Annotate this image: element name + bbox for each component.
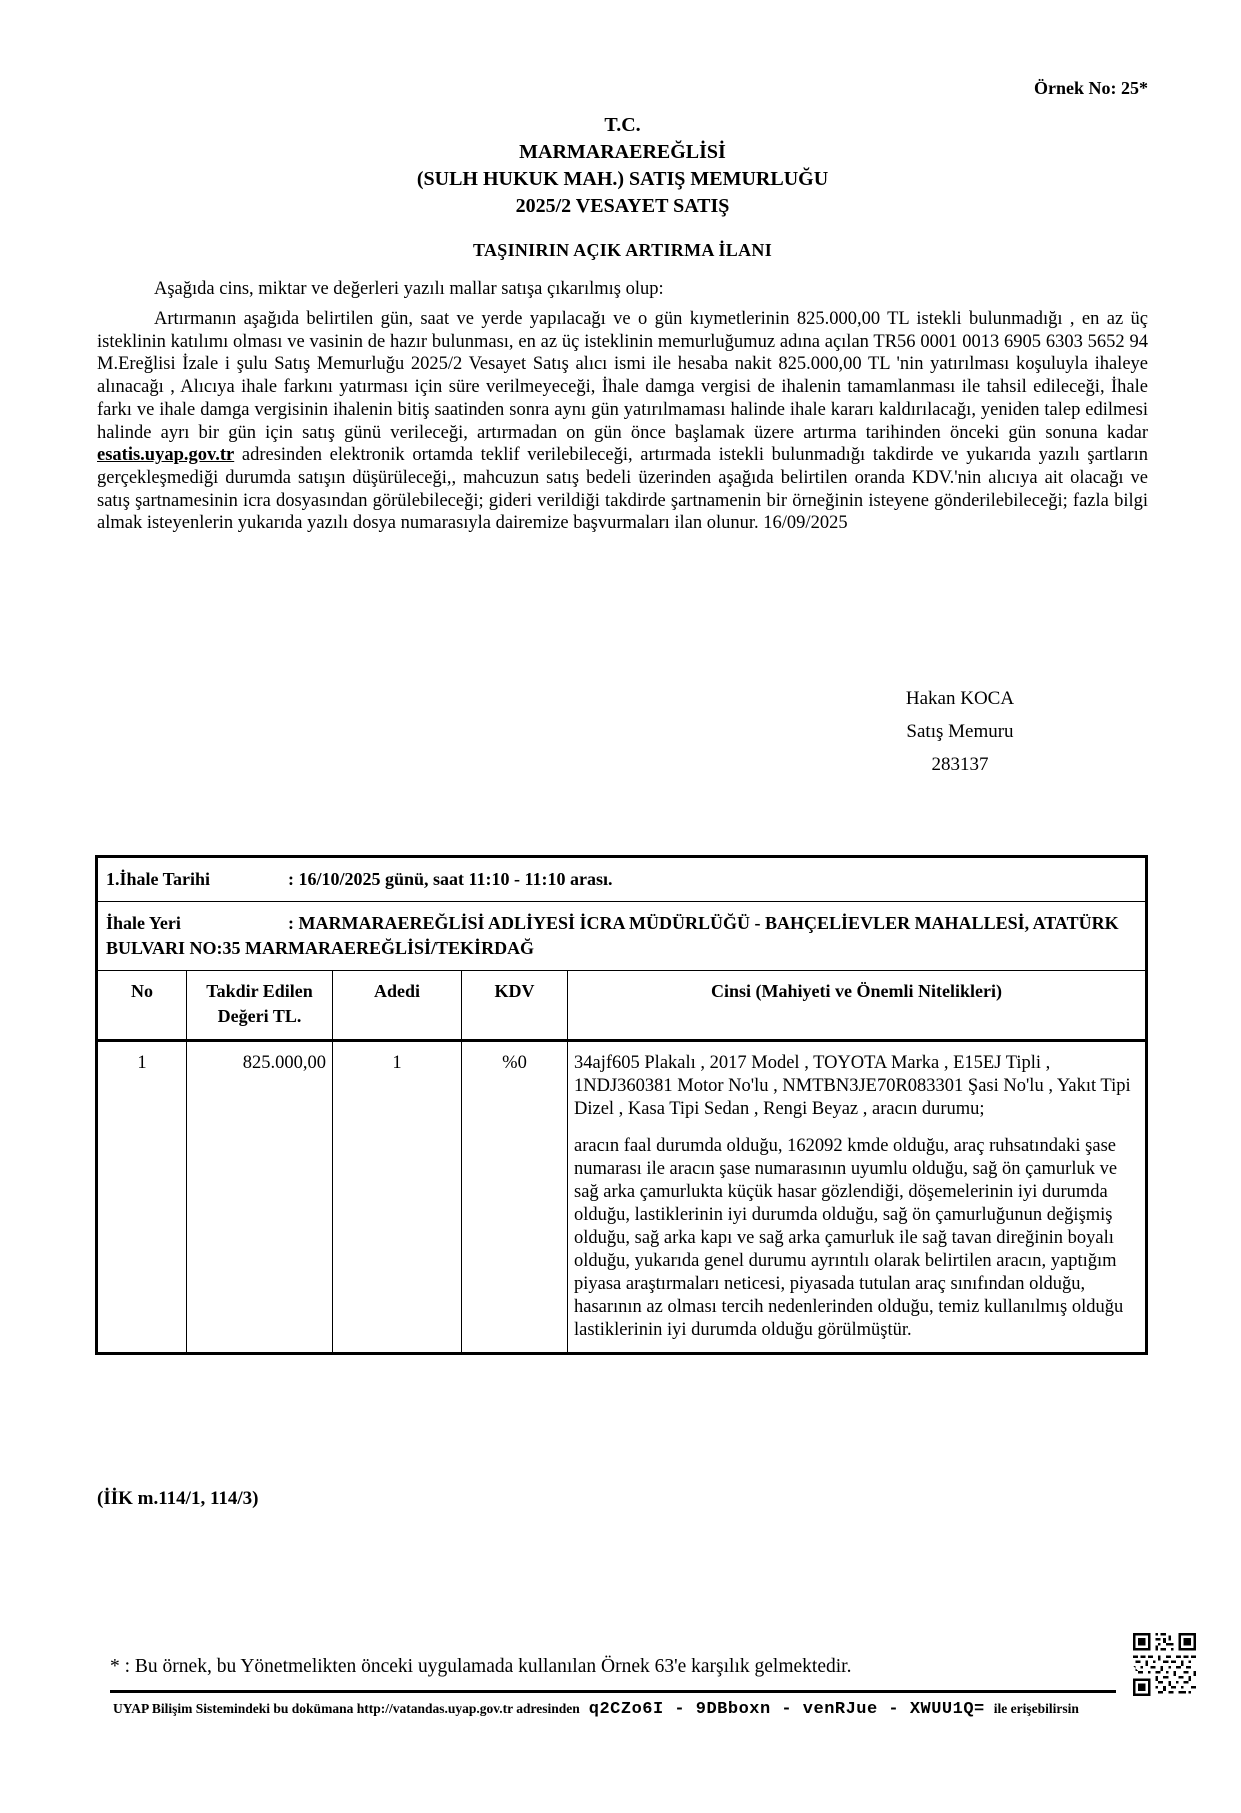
ornek-no-label: Örnek No: 25* [1034,78,1148,98]
signature-id: 283137 [931,754,989,775]
signature-block [840,682,1080,781]
signature-name: Hakan KOCA [905,688,1015,709]
uyap-access-suffix: ile erişebilirsin [993,1701,1079,1716]
item-appraised-value: 825.000,00 [187,1041,333,1354]
auction-table [95,855,1148,1355]
auction-date-row [97,857,1147,902]
signature-title: Satış Memuru [906,721,1014,742]
header-file-number: 2025/2 VESAYET SATIŞ [515,195,730,217]
header-office: (SULH HUKUK MAH.) SATIŞ MEMURLUĞU [416,168,829,190]
footer-divider [110,1690,1116,1693]
header-tc: T.C. [604,114,641,136]
esatis-link[interactable]: esatis.uyap.gov.tr [97,445,235,466]
uyap-access-line [113,1700,1123,1719]
auction-place-label: İhale Yeri [106,913,181,933]
footnote-ornek: * : Bu örnek, bu Yönetmelikten önceki uygulamada kullanılan Örnek 63'e karşılık gelmektedir. [110,1656,852,1677]
auction-terms-paragraph [97,308,1148,535]
auction-date-cell [97,857,1147,902]
column-header-no: No [97,971,187,1041]
auction-date-label: 1.İhale Tarihi [106,869,211,889]
item-quantity: 1 [333,1041,462,1354]
iik-article-note: (İİK m.114/1, 114/3) [97,1488,259,1509]
uyap-access-code: q2CZo6I - 9DBboxn - venRJue - XWUU1Q= [588,1700,985,1719]
uyap-access-prefix: UYAP Bilişim Sistemindeki bu dokümana http://vatandas.uyap.gov.tr adresinden [113,1701,580,1716]
auction-place-value: : MARMARAEREĞLİSİ ADLİYESİ İCRA MÜDÜRLÜĞÜ - BAHÇELİEVLER MAHALLESİ, ATATÜRK BULVARI NO:35 MARMARAEREĞLİSİ/TEKİRDAĞ [106,913,1119,958]
item-description-condition: aracın faal durumda olduğu, 162092 kmde olduğu, araç ruhsatındaki şase numarası ile aracın şase numarasının uyumlu olduğu, sağ ön çamurluk ve sağ arka çamurlukta küçük hasar gözlendiği, döşemelerinin iyi durumda olduğu, lastiklerinin iyi durumda olduğu, sağ ön çamurluğunun değişmiş olduğu, sağ arka kapı ve sağ arka çamurluk ile sağ tavan direğinin boyalı olduğu, yukarıda genel durumu ayrıntılı olarak belirtilen aracın, yaptığım piyasa araştırmaları neticesi, piyasada tutulan araç sınıfından olduğu, hasarının az olması tercih nedenlerinden olduğu, temiz kullanılmış olduğu lastiklerinin iyi durumda olduğu görülmüştür. [574,1136,1124,1340]
item-vat-rate: %0 [462,1041,568,1354]
column-header-qty: Adedi [333,971,462,1041]
auction-date-value: : 16/10/2025 günü, saat 11:10 - 11:10 arası. [288,869,613,889]
column-header-value: Takdir Edilen Değeri TL. [187,971,333,1041]
item-no: 1 [97,1041,187,1354]
header-court-name: MARMARAEREĞLİSİ [519,141,726,163]
qr-code-icon [1133,1633,1196,1696]
auction-place-cell [97,902,1147,971]
table-row [97,1041,1147,1354]
table-header-row [97,971,1147,1041]
terms-text-after-link: adresinden elektronik ortamda teklif verilebileceği, artırmada istekli bulunmadığı takdirde ve yukarıda yazılı şartların gerçekleşmediği durumda satışın düşürüleceği,, mahcuzun satış bedeli üzerinden aşağıda belirtilen oranda KDV.'nin alıcıya ait olacağı ve satış şartnamesinin icra dosyasından görülebileceği; gideri verildiği takdirde şartnamenin bir örneğinin isteyene gönderilebileceği; fazla bilgi almak isteyenlerin yukarıda yazılı dosya numarasıyla dairemize başvurmaları ilan olunur. 16/09/2025 [97,445,1148,534]
page-title: TAŞINIRIN AÇIK ARTIRMA İLANI [473,240,772,260]
item-description-cell [568,1041,1147,1354]
auction-place-row [97,902,1147,971]
column-header-vat: KDV [462,971,568,1041]
item-description-specs: 34ajf605 Plakalı , 2017 Model , TOYOTA Marka , E15EJ Tipli , 1NDJ360381 Motor No'lu , NMTBN3JE70R083301 Şasi No'lu , Yakıt Tipi Dizel , Kasa Tipi Sedan , Rengi Beyaz , aracın durumu; [574,1053,1131,1119]
intro-paragraph: Aşağıda cins, miktar ve değerleri yazılı mallar satışa çıkarılmış olup: [154,279,664,299]
terms-text-before-link: Artırmanın aşağıda belirtilen gün, saat ve yerde yapılacağı ve o gün kıymetlerinin 825.000,00 TL istekli bulunmadığı , en az üç isteklinin katılımı olması ve vasinin de hazır bulunması, en az üç isteklinin memurluğumuz adına açılan TR56 0001 0013 6905 6303 5652 94 M.Ereğlisi İzale i şulu Satış Memurluğu 2025/2 Vesayet Satış alıcı ismi ile hesaba nakit 825.000,00 TL 'nin yatırılması koşuluyla ihaleye alınacağı , Alıcıya ihale farkını yatırması için süre verilmeyeceği, İhale damga vergisi de ihalenin tamamlanması ile tahsil edileceği, İhale farkı ve ihale damga vergisinin ihalenin bitiş saatinden sonra aynı gün yatırılmaması halinde ihale kararı kaldırılacağı, yeniden talep edilmesi halinde ayrı bir gün için satış günü verileceği, artırmadan on gün önce başlamak üzere artırma tarihinden önceki gün sonuna kadar [97,309,1148,443]
court-header [97,112,1148,220]
column-header-description: Cinsi (Mahiyeti ve Önemli Nitelikleri) [568,971,1147,1041]
